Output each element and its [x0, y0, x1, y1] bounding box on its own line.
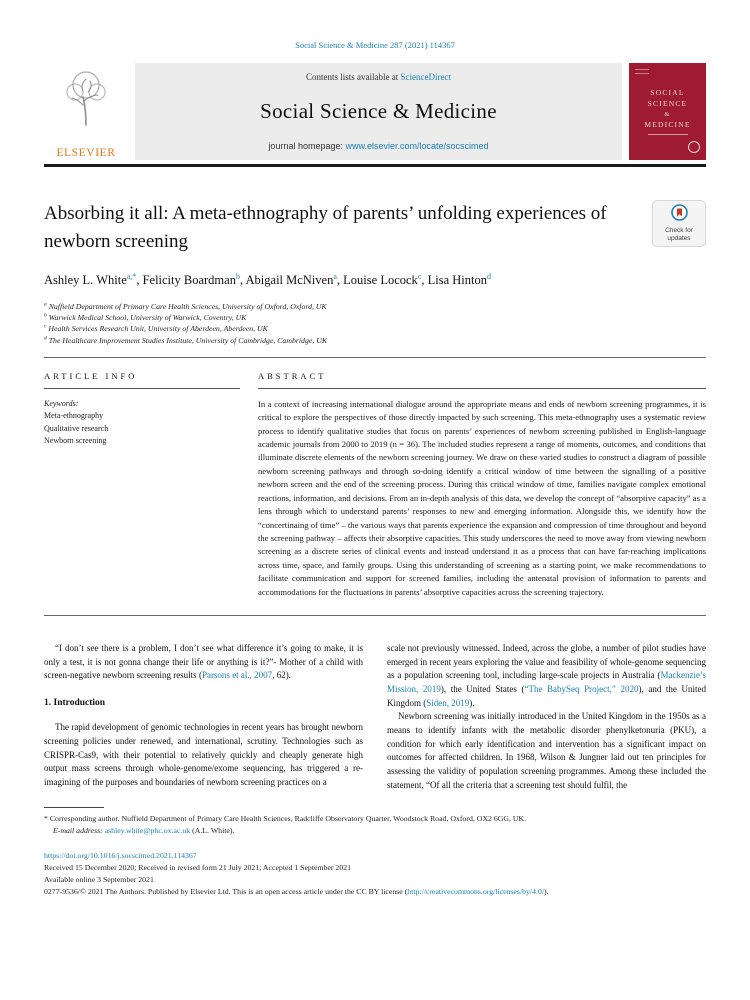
copyright-text: 0277-9536/© 2021 The Authors. Published by Elsevier Ltd. This is an open access article under the CC BY license (: [44, 886, 408, 896]
journal-cover-thumbnail[interactable]: [629, 63, 706, 160]
cover-word: SOCIAL: [650, 88, 685, 97]
author-affil-mark[interactable]: a: [333, 271, 337, 281]
check-updates-label: Check for updates: [665, 226, 693, 242]
history-paragraph: Newborn screening was initially introduced in the United Kingdom in the 1950s as a means to identify infants with the metabolic disorder phenylketonuria (PKU), a condition for which early identification and intervention has a significant impact on outcomes for affected children. In 1968, Wilson & Jungner laid out ten principles for assessing the validity of population screening programmes. Among these included the statement, “Of all the criteria that a screening test should fulfil, the: [387, 711, 706, 790]
keywords-label: Keywords:: [44, 398, 79, 408]
cover-word: SCIENCE: [647, 99, 688, 109]
journal-title: Social Science & Medicine: [260, 99, 497, 123]
author-name[interactable]: Felicity Boardman: [142, 272, 236, 287]
paragraph-text: ).: [469, 697, 475, 708]
title-row: [44, 200, 706, 257]
check-for-updates-badge[interactable]: [652, 200, 706, 248]
available-online: Available online 3 September 2021: [44, 874, 154, 884]
homepage-line: [268, 141, 488, 151]
header-divider: [44, 164, 706, 167]
keyword: Newborn screening: [44, 436, 107, 446]
right-column: [387, 642, 706, 792]
received-dates: Received 15 December 2020; Received in revised form 21 July 2021; Accepted 1 September 2021: [44, 862, 352, 872]
quote-text: , 62).: [272, 670, 291, 681]
affiliation-mark: d: [44, 334, 47, 341]
email-suffix: (A.L. White).: [190, 826, 235, 836]
author-name[interactable]: Louise Locock: [343, 272, 418, 287]
citation-link[interactable]: “The BabySeq Project,” 2020: [524, 683, 639, 694]
running-head-citation: Social Science & Medicine 287 (2021) 114367: [295, 40, 455, 50]
keyword: Meta-ethnography: [44, 411, 104, 421]
affiliation-mark: a: [44, 301, 47, 308]
intro-paragraph-continued: [387, 642, 706, 710]
affiliation-text: Warwick Medical School, University of Warwick, Coventry, UK: [48, 312, 247, 322]
affiliation-mark: c: [44, 323, 47, 330]
cover-divider: [648, 134, 688, 135]
abstract-divider: [44, 615, 706, 616]
author-affil-mark[interactable]: d: [487, 271, 491, 281]
affiliation-text: Nuffield Department of Primary Care Health Sciences, University of Oxford, Oxford, UK: [48, 301, 327, 311]
affiliation: [44, 312, 706, 323]
footnotes: [44, 807, 706, 836]
journal-header: [44, 63, 706, 160]
author: [143, 273, 246, 287]
affiliation-list: [44, 301, 706, 346]
email-label: E-mail address:: [53, 826, 105, 836]
corresponding-author-note: * Corresponding author. Nuffield Department of Primary Care Health Sciences, Radcliffe Observatory Quarter, Woodstock Road, Oxford, OX2 6GG, UK.: [44, 814, 527, 824]
opening-quote: [44, 642, 363, 683]
body-text: [44, 642, 706, 792]
publication-info: [44, 850, 706, 898]
keyword: Qualitative research: [44, 423, 109, 433]
quote-text: “I don’t see there is a problem, I don’t see what difference it’s going to make, it is only a test, it is not gonna change their life or anything is it?”- Mother of a child with screen-negative newborn screening results (: [44, 642, 363, 681]
affiliation: [44, 301, 706, 312]
homepage-link[interactable]: www.elsevier.com/locate/socscimed: [345, 141, 489, 151]
intro-paragraph: The rapid development of genomic technologies in recent years has brought newborn screening policies under renewed, and international, scrutiny. Technologies such as CRISPR-Cas9, with their potential to relatively quickly and cheaply generate high output mass screens through whole-genome/exome sequencing, has triggered a re-imagining of the purposes and boundaries of newborn screening practices on a: [44, 722, 363, 788]
author: [428, 273, 491, 287]
paragraph-text: scale not previously witnessed. Indeed, across the globe, a number of pilot studies have emerged in recent years exploring the value and feasibility of whole-genome sequencing as a population screening tool, including large-scale projects in Australia (: [387, 642, 706, 681]
check-updates-icon: [671, 204, 688, 226]
journal-masthead: [135, 63, 622, 160]
elsevier-wordmark: ELSEVIER: [56, 147, 116, 159]
copyright-text: ).: [544, 886, 549, 896]
journal-seal-icon: [688, 141, 700, 153]
abstract-heading: ABSTRACT: [258, 365, 706, 389]
email-note: [44, 825, 706, 837]
paragraph-text: ), and the United Kingdom (: [387, 683, 706, 708]
article-info-heading: ARTICLE INFO: [44, 365, 240, 389]
abstract-column: [258, 365, 706, 599]
affiliation-text: Health Services Research Unit, University of Aberdeen, Aberdeen, UK: [48, 324, 268, 334]
author-name[interactable]: Ashley L. White: [44, 272, 127, 287]
left-column: [44, 642, 363, 792]
section-heading-introduction: 1. Introduction: [44, 697, 106, 708]
copyright-line: [44, 886, 706, 898]
citation-link[interactable]: Parsons et al., 2007: [201, 670, 273, 681]
homepage-prefix: journal homepage:: [268, 141, 346, 151]
cover-word: &: [664, 110, 671, 118]
citation-link[interactable]: Siden, 2019: [426, 697, 470, 708]
author-affil-mark[interactable]: a,*: [126, 271, 137, 281]
citation-link[interactable]: Mackenzie’s Mission, 2019: [387, 670, 706, 694]
contents-prefix: Contents lists available at: [306, 72, 401, 82]
email-link[interactable]: ashley.white@phc.ox.ac.uk: [104, 826, 191, 836]
affiliation: [44, 335, 706, 346]
article-title: Absorbing it all: A meta-ethnography of parents’ unfolding experiences of newborn screening: [44, 202, 607, 252]
author: [246, 273, 344, 287]
sciencedirect-link[interactable]: ScienceDirect: [400, 72, 451, 82]
abstract-text: In a context of increasing international dialogue around the appropriate means and ends of newborn screening programmes, it is critical to explore the perspectives of those directly impacted by such screening. This meta-ethnography uses a systematic review process to identify qualitative studies that focus on parents’ experiences of newborn screening published in English-language academic journals from 2000 to 2019 (n = 36). The included studies represent a range of moments, outcomes, and conditions that illuminate discrete elements of the newborn screening journey. We draw on these varied studies to construct a diagram of possible newborn screening pathways and through so-doing identify a critical window of time between the signalling of a positive newborn screen and the end of the screening process. During this critical window of time, families navigate complex emotional reactions, information, and decisions. From an in-depth analysis of this data, we develop the concept of “absorptive capacity” as a lens through which to understand parents’ responses to new and emerging information. Alongside this, we identify how the “concertinaing of time” – the various ways that parents experience the expansion and compression of time throughout and beyond the screening pathway – affects their absorptive capacities. This study underscores the need to move away from viewing newborn screening as a discrete series of clinical events and instead understand it as a process that can have far-reaching implications across time, space, and family groups. Using this understanding of screening as a starting point, we make recommendations to facilitate communication and support for screened families, including the antenatal provision of information to parents and accommodations for the fluctuations in parents’ absorptive capacities across the screening trajectory.: [258, 398, 706, 597]
author-list: [44, 272, 706, 288]
affiliation: [44, 323, 706, 334]
keywords-block: [44, 389, 240, 448]
author-affil-mark[interactable]: b: [235, 271, 240, 281]
article-info-column: [44, 365, 240, 599]
info-abstract-section: [44, 365, 706, 599]
license-link[interactable]: http://creativecommons.org/licenses/by/4.0/: [407, 886, 545, 896]
affiliation-mark: b: [44, 312, 47, 319]
section-divider: [44, 357, 706, 358]
author-name[interactable]: Abigail McNiven: [245, 272, 334, 287]
elsevier-logo[interactable]: [44, 63, 128, 160]
author: [343, 273, 427, 287]
author-affil-mark[interactable]: c: [417, 271, 422, 281]
cover-word: MEDICINE: [644, 120, 691, 130]
author: [44, 273, 143, 287]
paragraph-text: ), the United States (: [440, 683, 525, 694]
author-name[interactable]: Lisa Hinton: [427, 272, 487, 287]
elsevier-tree-icon: [57, 65, 115, 134]
doi-link[interactable]: https://doi.org/10.1016/j.socscimed.2021.114367: [44, 850, 197, 860]
footnote-divider: [44, 807, 104, 808]
affiliation-text: The Healthcare Improvement Studies Institute, University of Cambridge, Cambridge, UK: [48, 335, 328, 345]
cover-volume-mark: [635, 69, 649, 74]
contents-line: [306, 72, 451, 82]
